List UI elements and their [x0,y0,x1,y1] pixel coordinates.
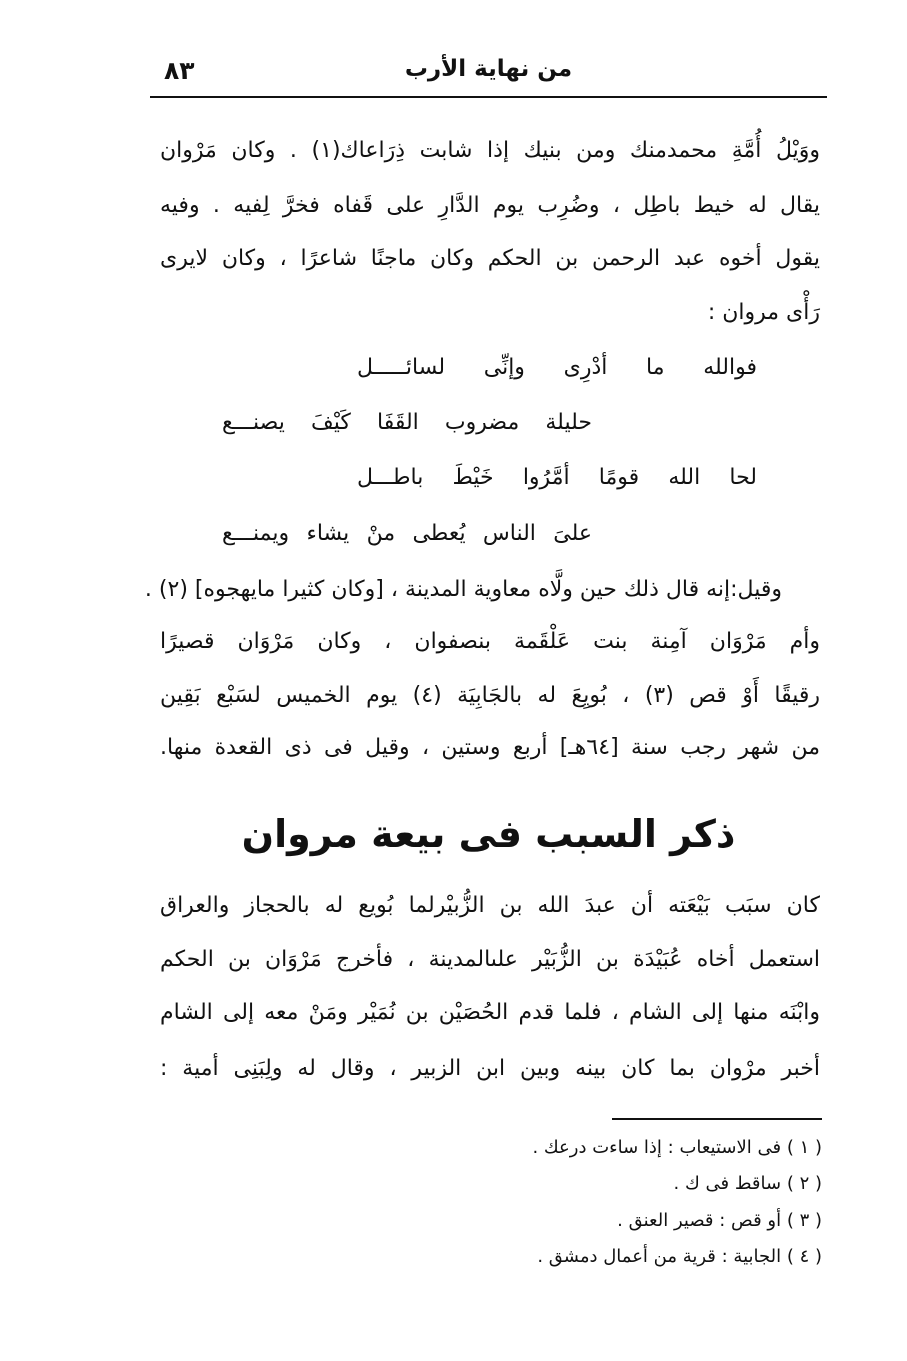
body-line: وأم مَرْوَان آمِنة بنت عَلْقَمة بنصفوان ، وكان مَرْوَان قصيرًا [160,629,820,654]
footnote: ( ٣ ) أو قص : قصير العنق . [617,1210,822,1231]
body-line: وابْنَه منها إلى الشام ، فلما قدم الحُصَيْن بن نُمَيْر ومَنْ معه إلى الشام [160,1000,820,1025]
page-header [150,50,827,100]
verse-line: فوالله ما أدْرِى وإنِّى لسائـــــل [357,355,757,380]
header-rule [150,96,827,98]
body-line: كان سبَب بَيْعَته أن عبدَ الله بن الزُّبيْرلما بُويع له بالحجاز والعراق [160,893,820,918]
body-line: من شهر رجب سنة [٦٤هـ] أربع وستين ، وقيل فى ذى القعدة منها. [160,735,820,760]
body-line: وقيل:إنه قال ذلك حين ولَّاه معاوية المدينة ، [وكان كثيرا مايهجوه] (٢) . [144,577,782,602]
verse-line: لحا الله قومًا أمَّرُوا خَيْطَ باطـــل [357,465,757,490]
body-line: يقال له خيط باطِل ، وضُرِب يوم الدَّارِ على قَفاه فخرَّ لِفيه . وفيه [160,193,820,218]
footnote: ( ٢ ) ساقط فى ك . [673,1173,822,1194]
verse-line: علىَ الناس يُعطى منْ يشاء ويمنـــع [222,521,592,546]
body-line: ووَيْلُ أُمَّةِ محمدمنك ومن بنيك إذا شابت ذِرَاعاك(١) . وكان مَرْوان [160,138,821,163]
body-line: يقول أخوه عبد الرحمن بن الحكم وكان ماجنًا شاعرًا ، وكان لايرى [160,246,820,271]
body-line: استعمل أخاه عُبَيْدَة بن الزُّبَيْر علىالمدينة ، فأخرج مَرْوَان بن الحكم [160,947,820,972]
body-line: رَأْى مروان : [707,300,820,325]
section-heading: ذكر السبب فى بيعة مروان [241,812,736,856]
running-title: من نهاية الأرب [404,56,573,82]
body-line: رقيقًا أَوْ قص (٣) ، بُويِعَ له بالجَابِيَة (٤) يوم الخميس لسَبْع بَقِين [160,683,821,708]
body-line: أخبر مرْوان بما كان بينه وبين ابن الزبير ، وقال له ولِبَنِى أمية : [160,1056,820,1081]
footnote: ( ٤ ) الجابية : قرية من أعمال دمشق . [537,1246,822,1267]
verse-line: حليلة مضروب القَفَا كَيْفَ يصنـــع [222,410,592,435]
footnote-rule [612,1118,822,1120]
page-number: ٨٣ [164,56,195,85]
footnote: ( ١ ) فى الاستيعاب : إذا ساءت درعك . [532,1137,822,1158]
